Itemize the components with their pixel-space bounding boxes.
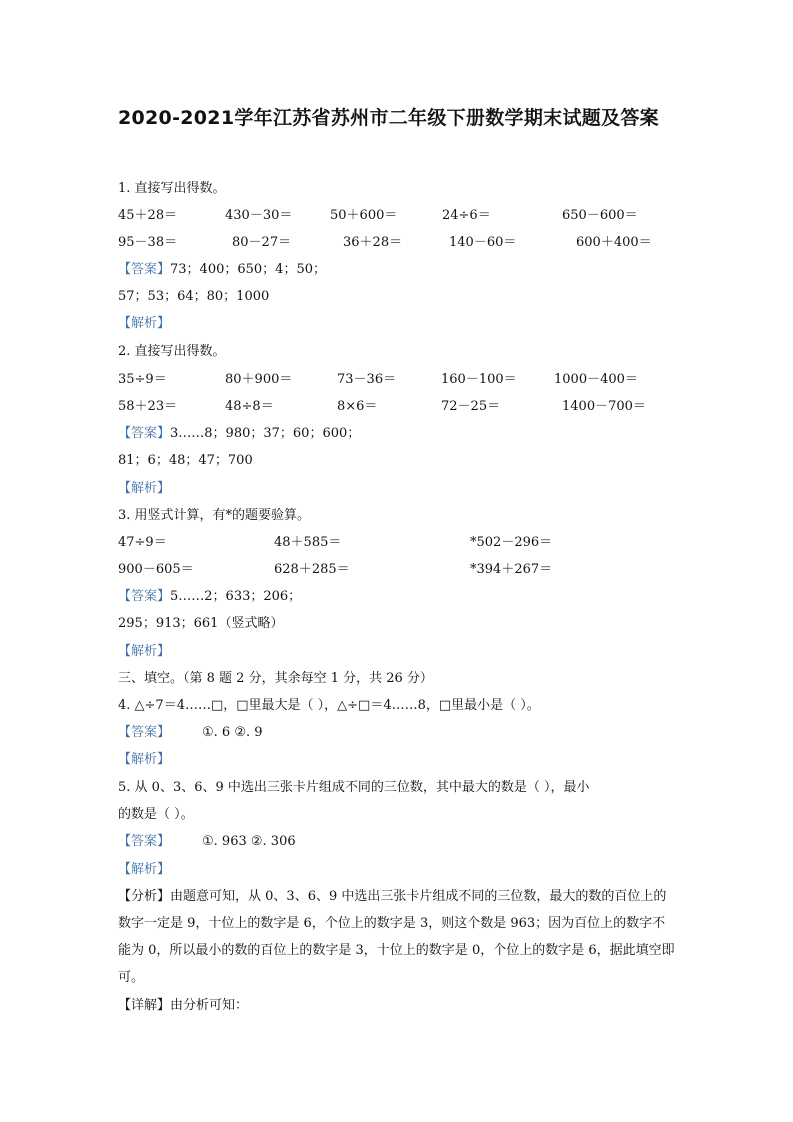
q2-eq: 1000－400＝ [554,372,638,387]
q1-eq: 24÷6＝ [442,208,491,223]
answer-text: 3……8；980；37；60；600； [170,426,361,441]
q2-eq: 8×6＝ [337,399,378,414]
answer-text: ①. 6 ②. 9 [202,725,263,740]
q3-eq: 628＋285＝ [274,562,350,577]
q1-heading: 1. 直接写出得数。 [118,181,226,196]
q1-answer [118,261,326,279]
analysis-tag: 【解析】 [118,862,171,877]
q5-text: 5. 从 0、3、6、9 中选出三张卡片组成不同的三位数，其中最大的数是（ ），最小 [118,780,590,795]
q2-heading: 2. 直接写出得数。 [118,344,226,359]
answer-text: 73；400；650；4；50； [170,262,326,277]
q2-eq: 160－100＝ [441,372,517,387]
q1-answer-cont: 57；53；64；80；1000 [118,289,270,304]
analysis-tag: 【解析】 [118,644,171,659]
answer-tag: 【答案】 [118,589,171,604]
analysis-tag: 【解析】 [118,316,171,331]
q1-eq: 45＋28＝ [118,208,178,223]
xiangjie-tag: 【详解】 [118,998,171,1013]
q2-eq: 48÷8＝ [225,399,274,414]
answer-tag: 【答案】 [118,426,171,441]
q2-eq: 80＋900＝ [225,372,293,387]
fenxi-text: 由题意可知，从 0、3、6、9 中选出三张卡片组成不同的三位数，最大的数的百位上的数字一定是 9，十位上的数字是 6，个位上的数字是 3，则这个数是 963；因为百位上的数字不能为 0，所以最小的数的百位上的数字是 3，十位上的数字是 0，个位上的数字是 6，据此填空即可。 [118,889,675,985]
q2-answer [118,425,360,443]
answer-text: 5……2；633；206； [170,589,302,604]
q1-eq: 50＋600＝ [330,208,398,223]
q1-eq: 95－38＝ [118,235,178,250]
xiangjie-text: 由分析可知： [170,998,249,1013]
section-heading: 三、填空。（第 8 题 2 分，其余每空 1 分，共 26 分） [118,671,433,686]
q3-eq: *502－296＝ [470,535,553,550]
answer-text: ①. 963 ②. 306 [202,834,296,849]
q2-eq: 73－36＝ [337,372,397,387]
analysis-tag: 【解析】 [118,752,171,767]
q3-answer-cont: 295；913；661（竖式略） [118,616,284,631]
q3-eq: *394＋267＝ [470,562,553,577]
q1-eq: 430－30＝ [225,208,293,223]
q3-answer [118,588,301,606]
q3-heading: 3. 用竖式计算，有*的题要验算。 [118,508,311,523]
answer-tag: 【答案】 [118,262,171,277]
q2-answer-cont: 81；6；48；47；700 [118,453,253,468]
q1-eq: 140－60＝ [449,235,517,250]
q3-eq: 48＋585＝ [274,535,342,550]
q3-eq: 900－605＝ [118,562,194,577]
q3-eq: 47÷9＝ [118,535,167,550]
answer-tag: 【答案】 [118,834,171,849]
q5-xiangjie [118,997,248,1015]
q2-eq: 58＋23＝ [118,399,178,414]
q5-answer [118,833,296,851]
q2-eq: 35÷9＝ [118,372,167,387]
q5-fenxi [118,883,678,991]
q1-eq: 36＋28＝ [343,235,403,250]
q5-text-cont: 的数是（ ）。 [118,807,194,822]
fenxi-tag: 【分析】 [118,889,171,904]
q1-eq: 650－600＝ [562,208,638,223]
q1-eq: 80－27＝ [232,235,292,250]
q4-answer [118,724,263,742]
q2-eq: 72－25＝ [441,399,501,414]
q1-eq: 600＋400＝ [576,235,652,250]
q4-text: 4. △÷7＝4……□，□里最大是（ ），△÷□＝4……8，□里最小是（ ）。 [118,698,540,713]
answer-tag: 【答案】 [118,725,171,740]
q2-eq: 1400－700＝ [562,399,646,414]
analysis-tag: 【解析】 [118,481,171,496]
page-title: 2020-2021学年江苏省苏州市二年级下册数学期末试题及答案 [118,107,659,129]
